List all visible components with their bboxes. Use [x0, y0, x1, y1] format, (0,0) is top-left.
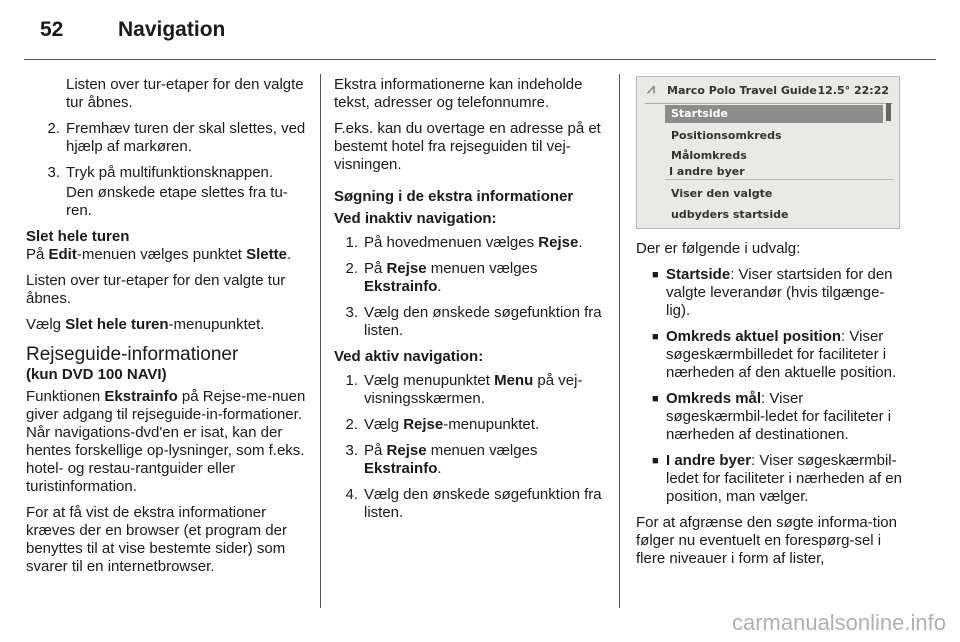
step1-continuation: Listen over tur-etaper for den valgte tur åbnes.: [66, 76, 304, 111]
option-startside: ■ Startside: Viser startsiden for den valgte leverandør (hvis tilgænge-lig).: [652, 266, 893, 319]
option-andre-byer: ■ I andre byer: Viser søgeskærmbil-ledet for faciliteter i nærheden af en position, man vælger.: [652, 452, 902, 505]
inactive-heading: Ved inaktiv navigation:: [334, 210, 497, 227]
delete-para-1: På Edit-menuen vælges punktet Slette.: [26, 246, 292, 263]
column-right: [636, 240, 906, 576]
menu-item-startside: Startside: [665, 105, 883, 123]
function-para: Funktionen Ekstrainfo på Rejse-me-nuen giver adgang til rejseguide-in-formationer. Når navigations-dvd'en er isat, kan der hentes forskellige op-lysninger, som f.eks. hotel- og restau-rantguider eller turistinformation.: [26, 388, 306, 495]
options-intro: Der er følgende i udvalg:: [636, 240, 801, 257]
step-3: 3. Tryk på multifunktionsknappen.: [47, 164, 274, 181]
inactive-step-1: 1. På hovedmenuen vælges Rejse.: [345, 234, 583, 251]
column-left: [26, 76, 306, 584]
column-divider-1: [320, 74, 321, 608]
screen-status: 12.5° 22:22: [817, 84, 889, 97]
screen-desc-2: udbyders startside: [671, 208, 789, 221]
section-title: Rejseguide-informationer: [26, 344, 239, 365]
active-step-4: 4. Vælg den ønskede søgefunktion fra listen.: [345, 486, 602, 521]
menu-item-i-andre-byer: I andre byer: [669, 165, 745, 178]
back-arrow-icon: ⩘: [647, 81, 655, 97]
delete-heading: Slet hele turen: [26, 228, 130, 245]
section-subtitle: (kun DVD 100 NAVI): [26, 366, 167, 383]
travel-guide-screenshot: [636, 76, 900, 229]
active-step-1: 1. Vælg menupunktet Menu på vej-visningsskærmen.: [345, 372, 583, 407]
screen-desc-divider: [665, 179, 893, 180]
delete-para-3: Vælg Slet hele turen-menupunktet.: [26, 316, 265, 333]
page-number: 52: [40, 18, 64, 41]
info-para-2: F.eks. kan du overtage en adresse på et bestemt hotel fra rejseguiden til vej-visningen.: [334, 120, 601, 173]
browser-para: For at få vist de ekstra informationer kræves der en browser (et program der benyttes til at vise bestemte sider) som svarer til en internetbrowser.: [26, 504, 287, 575]
step3-note: Den ønskede etape slettes fra tu-ren.: [66, 184, 288, 219]
options-outro: For at afgrænse den søgte informa-tion følger nu eventuelt en forespørg-sel i flere niveauer i form af lister,: [636, 514, 897, 567]
menu-item-maalomkreds: Målomkreds: [671, 149, 747, 162]
search-heading: Søgning i de ekstra informationer: [334, 188, 574, 205]
screen-scrollbar: [886, 103, 891, 121]
option-omkreds-maal: ■ Omkreds mål: Viser søgeskærmbil-ledet for faciliteter i nærheden af destinationen.: [652, 390, 892, 443]
inactive-step-2: 2. På Rejse menuen vælges Ekstrainfo.: [345, 260, 538, 295]
active-heading: Ved aktiv navigation:: [334, 348, 484, 365]
column-middle: [334, 76, 604, 530]
delete-para-2: Listen over tur-etaper for den valgte tur åbnes.: [26, 272, 286, 307]
screen-title: Marco Polo Travel Guide: [667, 84, 817, 97]
menu-item-positionsomkreds: Positionsomkreds: [671, 129, 782, 142]
active-step-2: 2. Vælg Rejse-menupunktet.: [345, 416, 540, 433]
screen-title-divider: [645, 103, 893, 104]
page-title: Navigation: [118, 18, 226, 41]
header-rule: [24, 59, 936, 60]
active-step-3: 3. På Rejse menuen vælges Ekstrainfo.: [345, 442, 538, 477]
option-omkreds-aktuel: ■ Omkreds aktuel position: Viser søgeskærmbilledet for faciliteter i nærheden af den aktuelle position.: [652, 328, 897, 381]
page-header: [40, 18, 225, 42]
watermark: carmanualsonline.info: [731, 610, 946, 635]
column-divider-2: [619, 74, 620, 608]
info-para-1: Ekstra informationerne kan indeholde tekst, adresser og telefonnumre.: [334, 76, 583, 111]
screen-desc-1: Viser den valgte: [671, 187, 773, 200]
step-2: 2. Fremhæv turen der skal slettes, ved hjælp af markøren.: [47, 120, 306, 155]
inactive-step-3: 3. Vælg den ønskede søgefunktion fra listen.: [345, 304, 602, 339]
